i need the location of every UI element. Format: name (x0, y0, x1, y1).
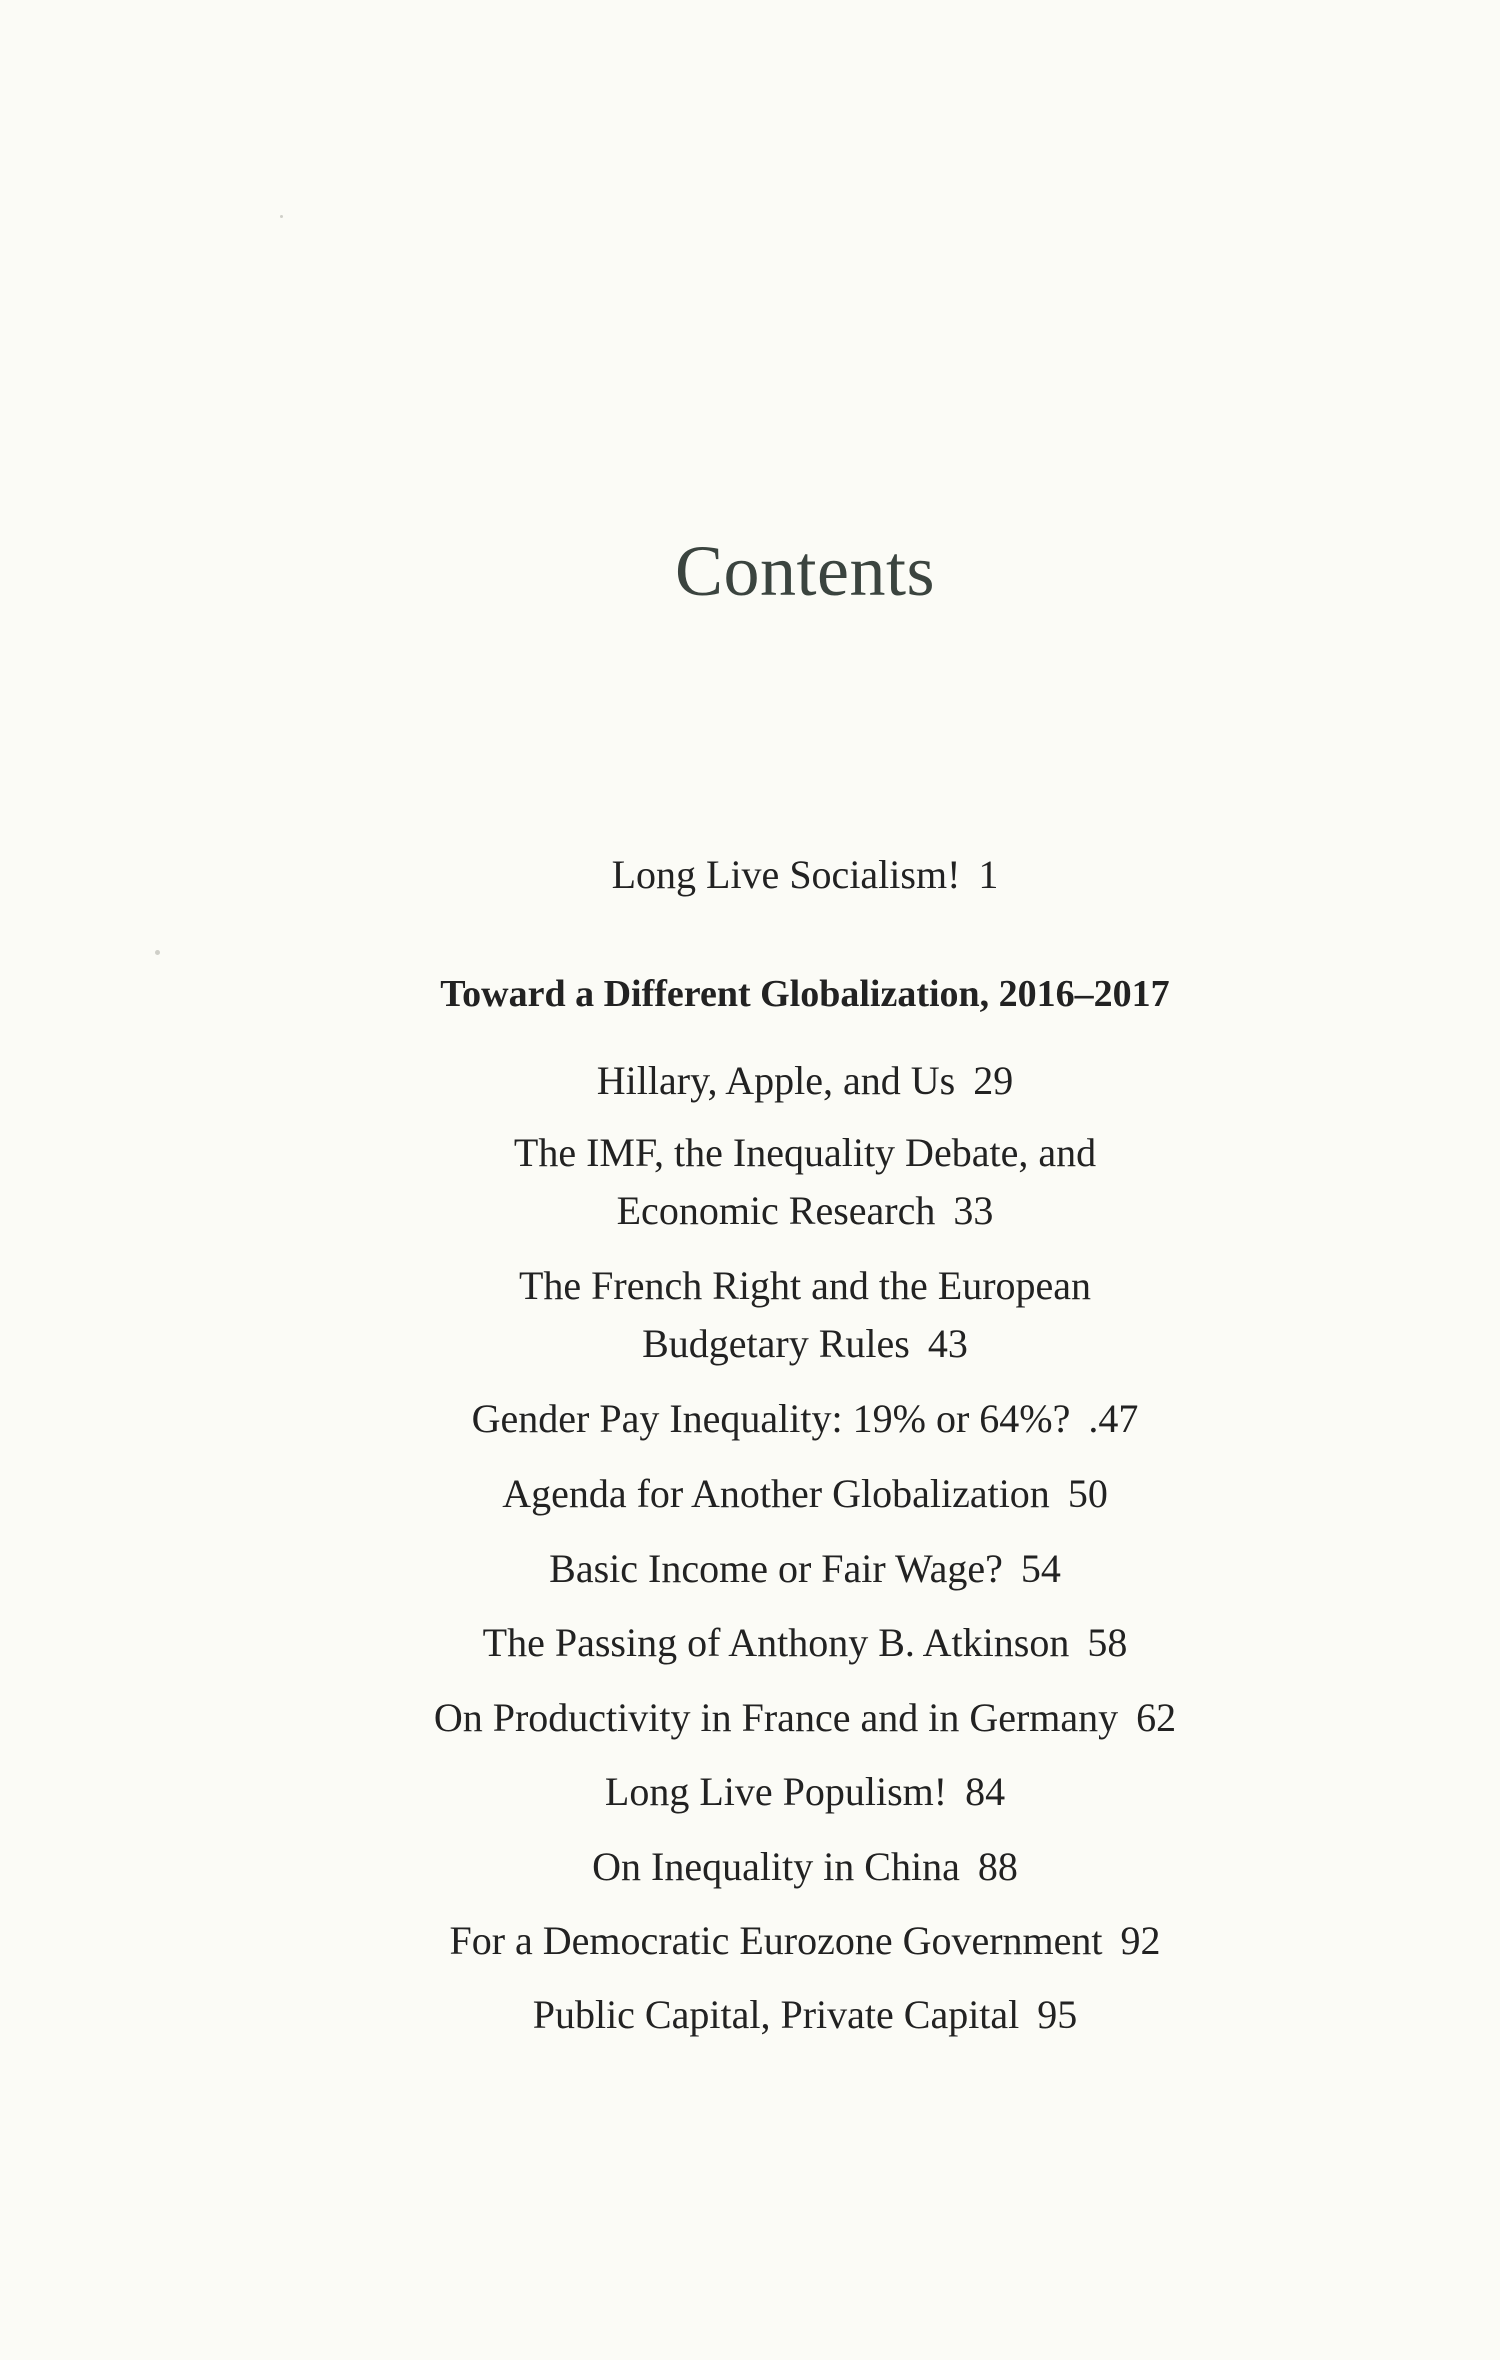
toc-entry-page: 88 (977, 1844, 1018, 1889)
toc-entry (0, 1912, 1500, 1970)
toc-entry-page: 92 (1120, 1918, 1161, 1963)
toc-entry-page: 33 (953, 1188, 994, 1233)
toc-entry (0, 1052, 1500, 1110)
toc-section-heading (0, 965, 1500, 1023)
toc-entry-title: The Passing of Anthony B. Atkinson (482, 1620, 1070, 1665)
toc-entry-title: Agenda for Another Globalization (502, 1471, 1050, 1516)
toc-entry-title: Public Capital, Private Capital (532, 1992, 1020, 2037)
toc-entry (0, 1838, 1500, 1896)
toc-entry (0, 1390, 1500, 1448)
toc-entry (0, 1124, 1500, 1182)
paper-speck (280, 215, 283, 218)
toc-entry-title-line2: Economic Research (616, 1188, 936, 1233)
toc-entry-title: Basic Income or Fair Wage? (549, 1546, 1003, 1591)
toc-entry-page: .47 (1088, 1396, 1139, 1441)
toc-entry-title: Long Live Socialism! (611, 852, 961, 897)
toc-entry (0, 1986, 1500, 2044)
toc-entry-title: Gender Pay Inequality: 19% or 64%? (471, 1396, 1071, 1441)
toc-entry (0, 1540, 1500, 1598)
toc-entry-title-line1: The IMF, the Inequality Debate, and (513, 1130, 1097, 1175)
toc-entry (0, 1182, 1500, 1240)
toc-entry-page: 54 (1020, 1546, 1061, 1591)
toc-entry (0, 1257, 1500, 1315)
paper-speck (155, 950, 160, 955)
toc-entry (0, 1465, 1500, 1523)
toc-entry-title-line2: Budgetary Rules (642, 1321, 910, 1366)
toc-entry-title: On Productivity in France and in Germany (433, 1695, 1119, 1740)
toc-entry-page: 1 (978, 852, 999, 897)
toc-entry (0, 1315, 1500, 1373)
toc-entry-page: 95 (1037, 1992, 1078, 2037)
toc-entry (0, 1763, 1500, 1821)
toc-entry-page: 62 (1136, 1695, 1177, 1740)
toc-entry-title: Long Live Populism! (604, 1769, 948, 1814)
toc-entry (0, 1689, 1500, 1747)
toc-entry (0, 1614, 1500, 1672)
toc-entry-page: 84 (965, 1769, 1006, 1814)
page-title: Contents (674, 531, 935, 611)
toc-entry-page: 50 (1067, 1471, 1108, 1516)
toc-entry-title: For a Democratic Eurozone Government (449, 1918, 1103, 1963)
toc-section-title: Toward a Different Globalization, 2016–2017 (440, 973, 1170, 1015)
toc-entry-page: 29 (973, 1058, 1014, 1103)
toc-entry-title-line1: The French Right and the European (518, 1263, 1092, 1308)
toc-entry-page: 58 (1087, 1620, 1128, 1665)
toc-entry (0, 846, 1500, 904)
toc-entry-title: On Inequality in China (592, 1844, 960, 1889)
toc-entry-page: 43 (927, 1321, 968, 1366)
toc-entry-title: Hillary, Apple, and Us (596, 1058, 956, 1103)
